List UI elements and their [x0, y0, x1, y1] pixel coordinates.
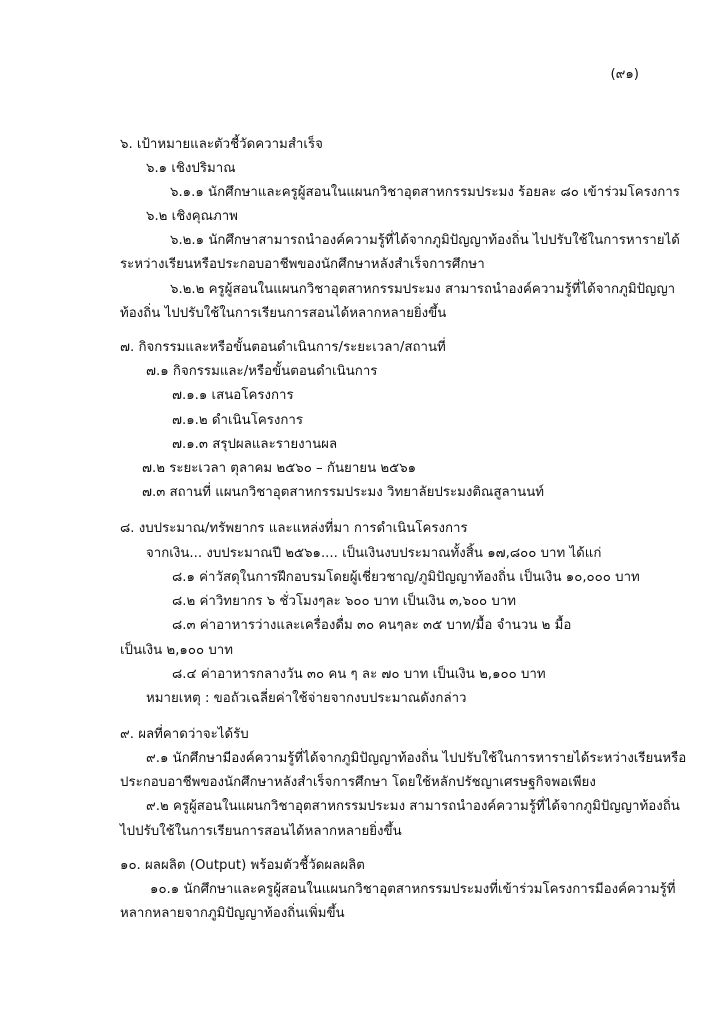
- section-10-heading: ๑๐. ผลผลิต (Output) พร้อมตัวชี้วัดผลผลิต: [120, 858, 365, 873]
- item-6-2-1-line2: ระหว่างเรียนหรือประกอบอาชีพของนักศึกษาหลังสำเร็จการศึกษา: [120, 257, 485, 272]
- page-number: (๙๑): [610, 67, 639, 82]
- item-9-2-line1: ๙.๒ ครูผู้สอนในแผนกวิชาอุตสาหกรรมประมง สามารถนำองค์ความรู้ที่ได้จากภูมิปัญญาท้องถิ่น: [146, 799, 680, 814]
- item-8-4: ๘.๔ ค่าอาหารกลางวัน ๓๐ คน ๆ ละ ๗๐ บาท เป็นเงิน ๒,๑๐๐ บาท: [172, 667, 546, 682]
- budget-note: หมายเหตุ : ขอถัวเฉลี่ยค่าใช้จ่ายจากงบประมาณดังกล่าว: [146, 691, 467, 706]
- item-6-1-1: ๖.๑.๑ นักศึกษาและครูผู้สอนในแผนกวิชาอุตสาหกรรมประมง ร้อยละ ๘๐ เข้าร่วมโครงการ: [170, 185, 680, 200]
- item-10-1-line1: ๑๐.๑ นักศึกษาและครูผู้สอนในแผนกวิชาอุตสาหกรรมประมงที่เข้าร่วมโครงการมีองค์ความรู้ที่: [150, 882, 676, 897]
- section-9-heading: ๙. ผลที่คาดว่าจะได้รับ: [120, 727, 249, 742]
- item-7-1-3: ๗.๑.๓ สรุปผลและรายงานผล: [172, 437, 338, 452]
- item-8-3-line2: เป็นเงิน ๒,๑๐๐ บาท: [120, 643, 233, 658]
- item-9-1-line2: ประกอบอาชีพของนักศึกษาหลังสำเร็จการศึกษา โดยใช้หลักปรัชญาเศรษฐกิจพอเพียง: [120, 775, 596, 790]
- item-9-2-line2: ไปปรับใช้ในการเรียนการสอนได้หลากหลายยิ่งขึ้น: [120, 824, 402, 839]
- section-7-heading: ๗. กิจกรรมและหรือขั้นตอนดำเนินการ/ระยะเวลา/สถานที่: [120, 340, 446, 355]
- item-6-2-2-line2: ท้องถิ่น ไปปรับใช้ในการเรียนการสอนได้หลากหลายยิ่งขึ้น: [120, 306, 447, 321]
- budget-intro: จากเงิน... งบประมาณปี ๒๕๖๑.... เป็นเงินงบประมาณทั้งสิ้น ๑๗,๘๐๐ บาท ได้แก่: [146, 546, 602, 561]
- section-6-heading: ๖. เป้าหมายและตัวชี้วัดความสำเร็จ: [120, 137, 323, 152]
- item-9-1-line1: ๙.๑ นักศึกษามีองค์ความรู้ที่ได้จากภูมิปัญญาท้องถิ่น ไปปรับใช้ในการหารายได้ระหว่างเรียนหรือ: [146, 751, 687, 766]
- item-7-1-1: ๗.๑.๑ เสนอโครงการ: [172, 388, 294, 403]
- item-7-1-heading: ๗.๑ กิจกรรมและ/หรือขั้นตอนดำเนินการ: [146, 364, 378, 379]
- item-7-1-2: ๗.๑.๒ ดำเนินโครงการ: [172, 413, 304, 428]
- section-8-heading: ๘. งบประมาณ/ทรัพยากร และแหล่งที่มา การดำเนินโครงการ: [120, 521, 468, 536]
- item-6-2-2-line1: ๖.๒.๒ ครูผู้สอนในแผนกวิชาอุตสาหกรรมประมง สามารถนำองค์ความรู้ที่ได้จากภูมิปัญญา: [170, 282, 676, 297]
- item-7-3: ๗.๓ สถานที่ แผนกวิชาอุตสาหกรรมประมง วิทยาลัยประมงติณสูลานนท์: [142, 485, 545, 500]
- item-10-1-line2: หลากหลายจากภูมิปัญญาท้องถิ่นเพิ่มขึ้น: [120, 906, 345, 921]
- item-8-1: ๘.๑ ค่าวัสดุในการฝึกอบรมโดยผู้เชี่ยวชาญ/ภูมิปัญญาท้องถิ่น เป็นเงิน ๑๐,๐๐๐ บาท: [172, 570, 640, 585]
- item-8-3-line1: ๘.๓ ค่าอาหารว่างและเครื่องดื่ม ๓๐ คนๆละ ๓๕ บาท/มื้อ จำนวน ๒ มื้อ: [172, 618, 572, 633]
- item-6-2-heading: ๖.๒ เชิงคุณภาพ: [146, 209, 238, 224]
- item-8-2: ๘.๒ ค่าวิทยากร ๖ ชั่วโมงๆละ ๖๐๐ บาท เป็นเงิน ๓,๖๐๐ บาท: [172, 594, 517, 609]
- item-6-2-1-line1: ๖.๒.๑ นักศึกษาสามารถนำองค์ความรู้ที่ได้จากภูมิปัญญาท้องถิ่น ไปปรับใช้ในการหารายได้: [170, 233, 680, 248]
- item-6-1-heading: ๖.๑ เชิงปริมาณ: [146, 161, 236, 176]
- item-7-2: ๗.๒ ระยะเวลา ตุลาคม ๒๕๖๐ – กันยายน ๒๕๖๑: [142, 461, 417, 476]
